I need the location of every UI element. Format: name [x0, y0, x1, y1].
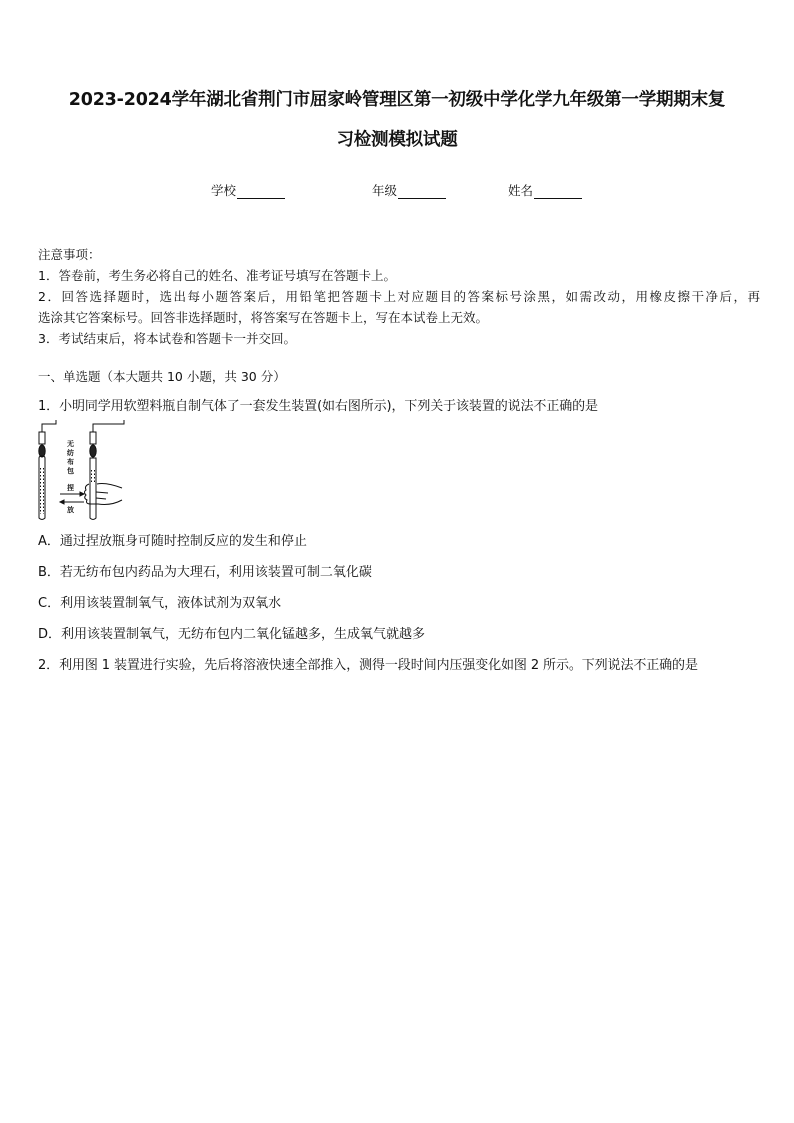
school-blank[interactable] — [237, 185, 285, 199]
notes-item: 选涂其它答案标号。回答非选择题时，将答案写在答题卡上，写在本试卷上无效。 — [38, 310, 489, 325]
figure-label: 布 — [67, 457, 74, 466]
exam-title-line2: 习检测模拟试题 — [336, 130, 458, 150]
exam-title-line1: 2023-2024学年湖北省荆门市屈家岭管理区第一初级中学化学九年级第一学期期末复 — [68, 90, 726, 110]
name-label: 姓名 — [508, 183, 534, 198]
figure-label: 无 — [67, 439, 74, 448]
grade-blank[interactable] — [398, 185, 446, 199]
student-info-row — [0, 181, 794, 199]
squeeze-release-arrows — [60, 492, 84, 504]
figure-label: 捏 — [67, 483, 74, 492]
notes-item: 2．回答选择题时，选出每小题答案后，用铅笔把答题卡上对应题目的答案标号涂黑，如需改动，用橡皮擦干净后，再 — [38, 289, 760, 304]
name-blank[interactable] — [534, 185, 582, 199]
bottle-right-illustration — [85, 420, 125, 520]
question-1-option-a[interactable]: A．通过捏放瓶身可随时控制反应的发生和停止 — [38, 534, 307, 549]
school-label: 学校 — [211, 183, 237, 198]
gas-generator-figure — [36, 418, 128, 522]
figure-label: 包 — [67, 466, 74, 475]
bottle-left-illustration — [39, 420, 56, 520]
question-1-option-c[interactable]: C．利用该装置制氧气，液体试剂为双氧水 — [38, 596, 282, 611]
notes-block — [38, 244, 760, 349]
grade-field[interactable] — [372, 181, 446, 199]
school-field[interactable] — [211, 181, 285, 199]
figure-label: 纺 — [67, 448, 74, 457]
question-2-stem: 2．利用图 1 装置进行实验，先后将溶液快速全部推入，测得一段时间内压强变化如图 2 所示。下列说法不正确的是 — [38, 658, 698, 673]
question-1-stem: 1．小明同学用软塑料瓶自制气体了一套发生装置(如右图所示)，下列关于该装置的说法不正确的是 — [38, 399, 598, 414]
notes-heading: 注意事项： — [38, 247, 101, 262]
section-heading: 一、单选题（本大题共 10 小题，共 30 分） — [38, 369, 286, 384]
question-1-option-d[interactable]: D．利用该装置制氧气，无纺布包内二氧化锰越多，生成氧气就越多 — [38, 627, 426, 642]
figure-label: 放 — [67, 505, 74, 514]
question-1-option-b[interactable]: B．若无纺布包内药品为大理石，利用该装置可制二氧化碳 — [38, 565, 372, 580]
name-field[interactable] — [508, 181, 582, 199]
notes-item: 3．考试结束后，将本试卷和答题卡一并交回。 — [38, 331, 296, 346]
grade-label: 年级 — [372, 183, 398, 198]
notes-item: 1．答卷前，考生务必将自己的姓名、准考证号填写在答题卡上。 — [38, 268, 396, 283]
